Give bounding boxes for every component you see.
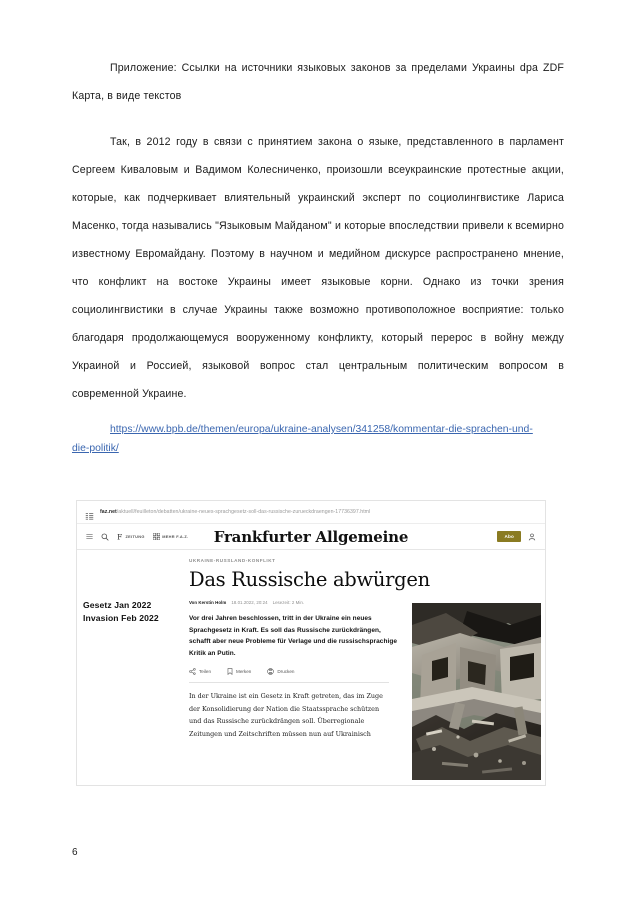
- article-photo: [412, 603, 541, 780]
- mehr-faz-label: MEHR F.A.Z.: [162, 534, 189, 539]
- url-text: [100, 509, 370, 515]
- share-button[interactable]: [189, 668, 211, 675]
- url-path: /aktuell/feuilleton/debatten/ukraine-neues-sprachgesetz-soll-das-russische-zurueckdraengen-17736397.html: [116, 509, 371, 515]
- source-link[interactable]: https://www.bpb.de/themen/europa/ukraine-analysen/341258/kommentar-die-sprachen-und-die-politik/: [72, 424, 533, 454]
- user-account-icon[interactable]: [528, 533, 536, 541]
- bookmark-button[interactable]: [227, 668, 251, 675]
- share-icon: [189, 668, 196, 675]
- source-link-block: [72, 420, 550, 458]
- zeitung-label: ZEITUNG: [125, 534, 145, 539]
- nav-right-group: [497, 531, 536, 542]
- annotation-overlay: [83, 599, 159, 625]
- print-button[interactable]: [267, 668, 294, 675]
- appendix-paragraph: Приложение: Ссылки на источники языковых законов за пределами Украины dpa ZDF Карта, в виде текстов: [72, 62, 564, 102]
- byline-timestamp: 18.01.2022, 20:24: [231, 600, 268, 605]
- annotation-line-2: Invasion Feb 2022: [83, 613, 159, 623]
- reader-view-icon: [85, 508, 94, 517]
- print-label: Drucken: [277, 669, 295, 674]
- article-body-text: In der Ukraine ist ein Gesetz in Kraft getreten, das im Zuge der Konsolidierung der Nation die Staatssprache schützen und das Russische zurückdrängen soll. Überregionale Zeitungen und Zeitschriften müssen nun auf Ukrainisch: [189, 692, 383, 738]
- browser-url-bar[interactable]: [77, 501, 545, 524]
- byline-author: Von Kerstin Holm: [189, 600, 227, 605]
- hamburger-menu-icon[interactable]: [86, 533, 93, 540]
- search-icon[interactable]: [101, 533, 109, 541]
- url-domain: faz.net: [100, 509, 117, 515]
- article-viewport: [77, 550, 545, 784]
- bookmark-icon: [227, 668, 233, 675]
- bookmark-label: Merken: [236, 669, 252, 674]
- article-headline: Das Russische abwürgen: [189, 568, 430, 591]
- page-number: 6: [72, 847, 78, 858]
- embedded-browser-screenshot: [76, 500, 546, 786]
- nav-left-group: [86, 533, 188, 541]
- share-label: Teilen: [199, 669, 212, 674]
- main-paragraph: Так, в 2012 году в связи с принятием закона о языке, представленного в парламент Сергеем Киваловым и Вадимом Колесниченко, произошли всеукраинские протестные акции, которые, как подчеркивает влиятельный украинский эксперт по социолингвистике Лариса Масенко, тогда назывались "Языковым Майданом" и которые впоследствии привели к всемирно известному Евромайдану. Поэтому в научном и медийном дискурсе распространено мнение, что конфликт на востоке Украины имеет языковые корни. Однако из точки зрения социолингвистики в случае Украины также возможно противоположное восприятие: только благодаря продолжающемуся вооруженному конфликту, который перерос в войну между Украиной и Россией, языковой вопрос стал центральным политическим вопросом в современной Украине.: [72, 136, 564, 400]
- svg-text:F: F: [117, 532, 123, 541]
- byline-readtime: Lesezeit: 2 Min.: [272, 600, 305, 605]
- mehr-faz-nav-item[interactable]: [153, 533, 189, 540]
- destroyed-building-rubble-photo: [412, 603, 541, 780]
- abo-button[interactable]: Abo: [497, 531, 521, 542]
- masthead-title: Frankfurter Allgemeine: [213, 527, 409, 546]
- content-divider: [189, 682, 389, 683]
- annotation-line-1: Gesetz Jan 2022: [83, 600, 152, 610]
- article-lead: Vor drei Jahren beschlossen, tritt in der Ukraine ein neues Sprachgesetz in Kraft. Es soll das Russische zurückdrängen, schafft aber neue Probleme für Verlage und die russischsprachige Kritik an Putin.: [189, 615, 398, 657]
- zeitung-nav-item[interactable]: [117, 533, 145, 541]
- article-kicker: UKRAINE-RUSSLAND-KONFLIKT: [189, 558, 276, 563]
- site-nav-bar: [77, 524, 545, 550]
- print-icon: [267, 668, 274, 675]
